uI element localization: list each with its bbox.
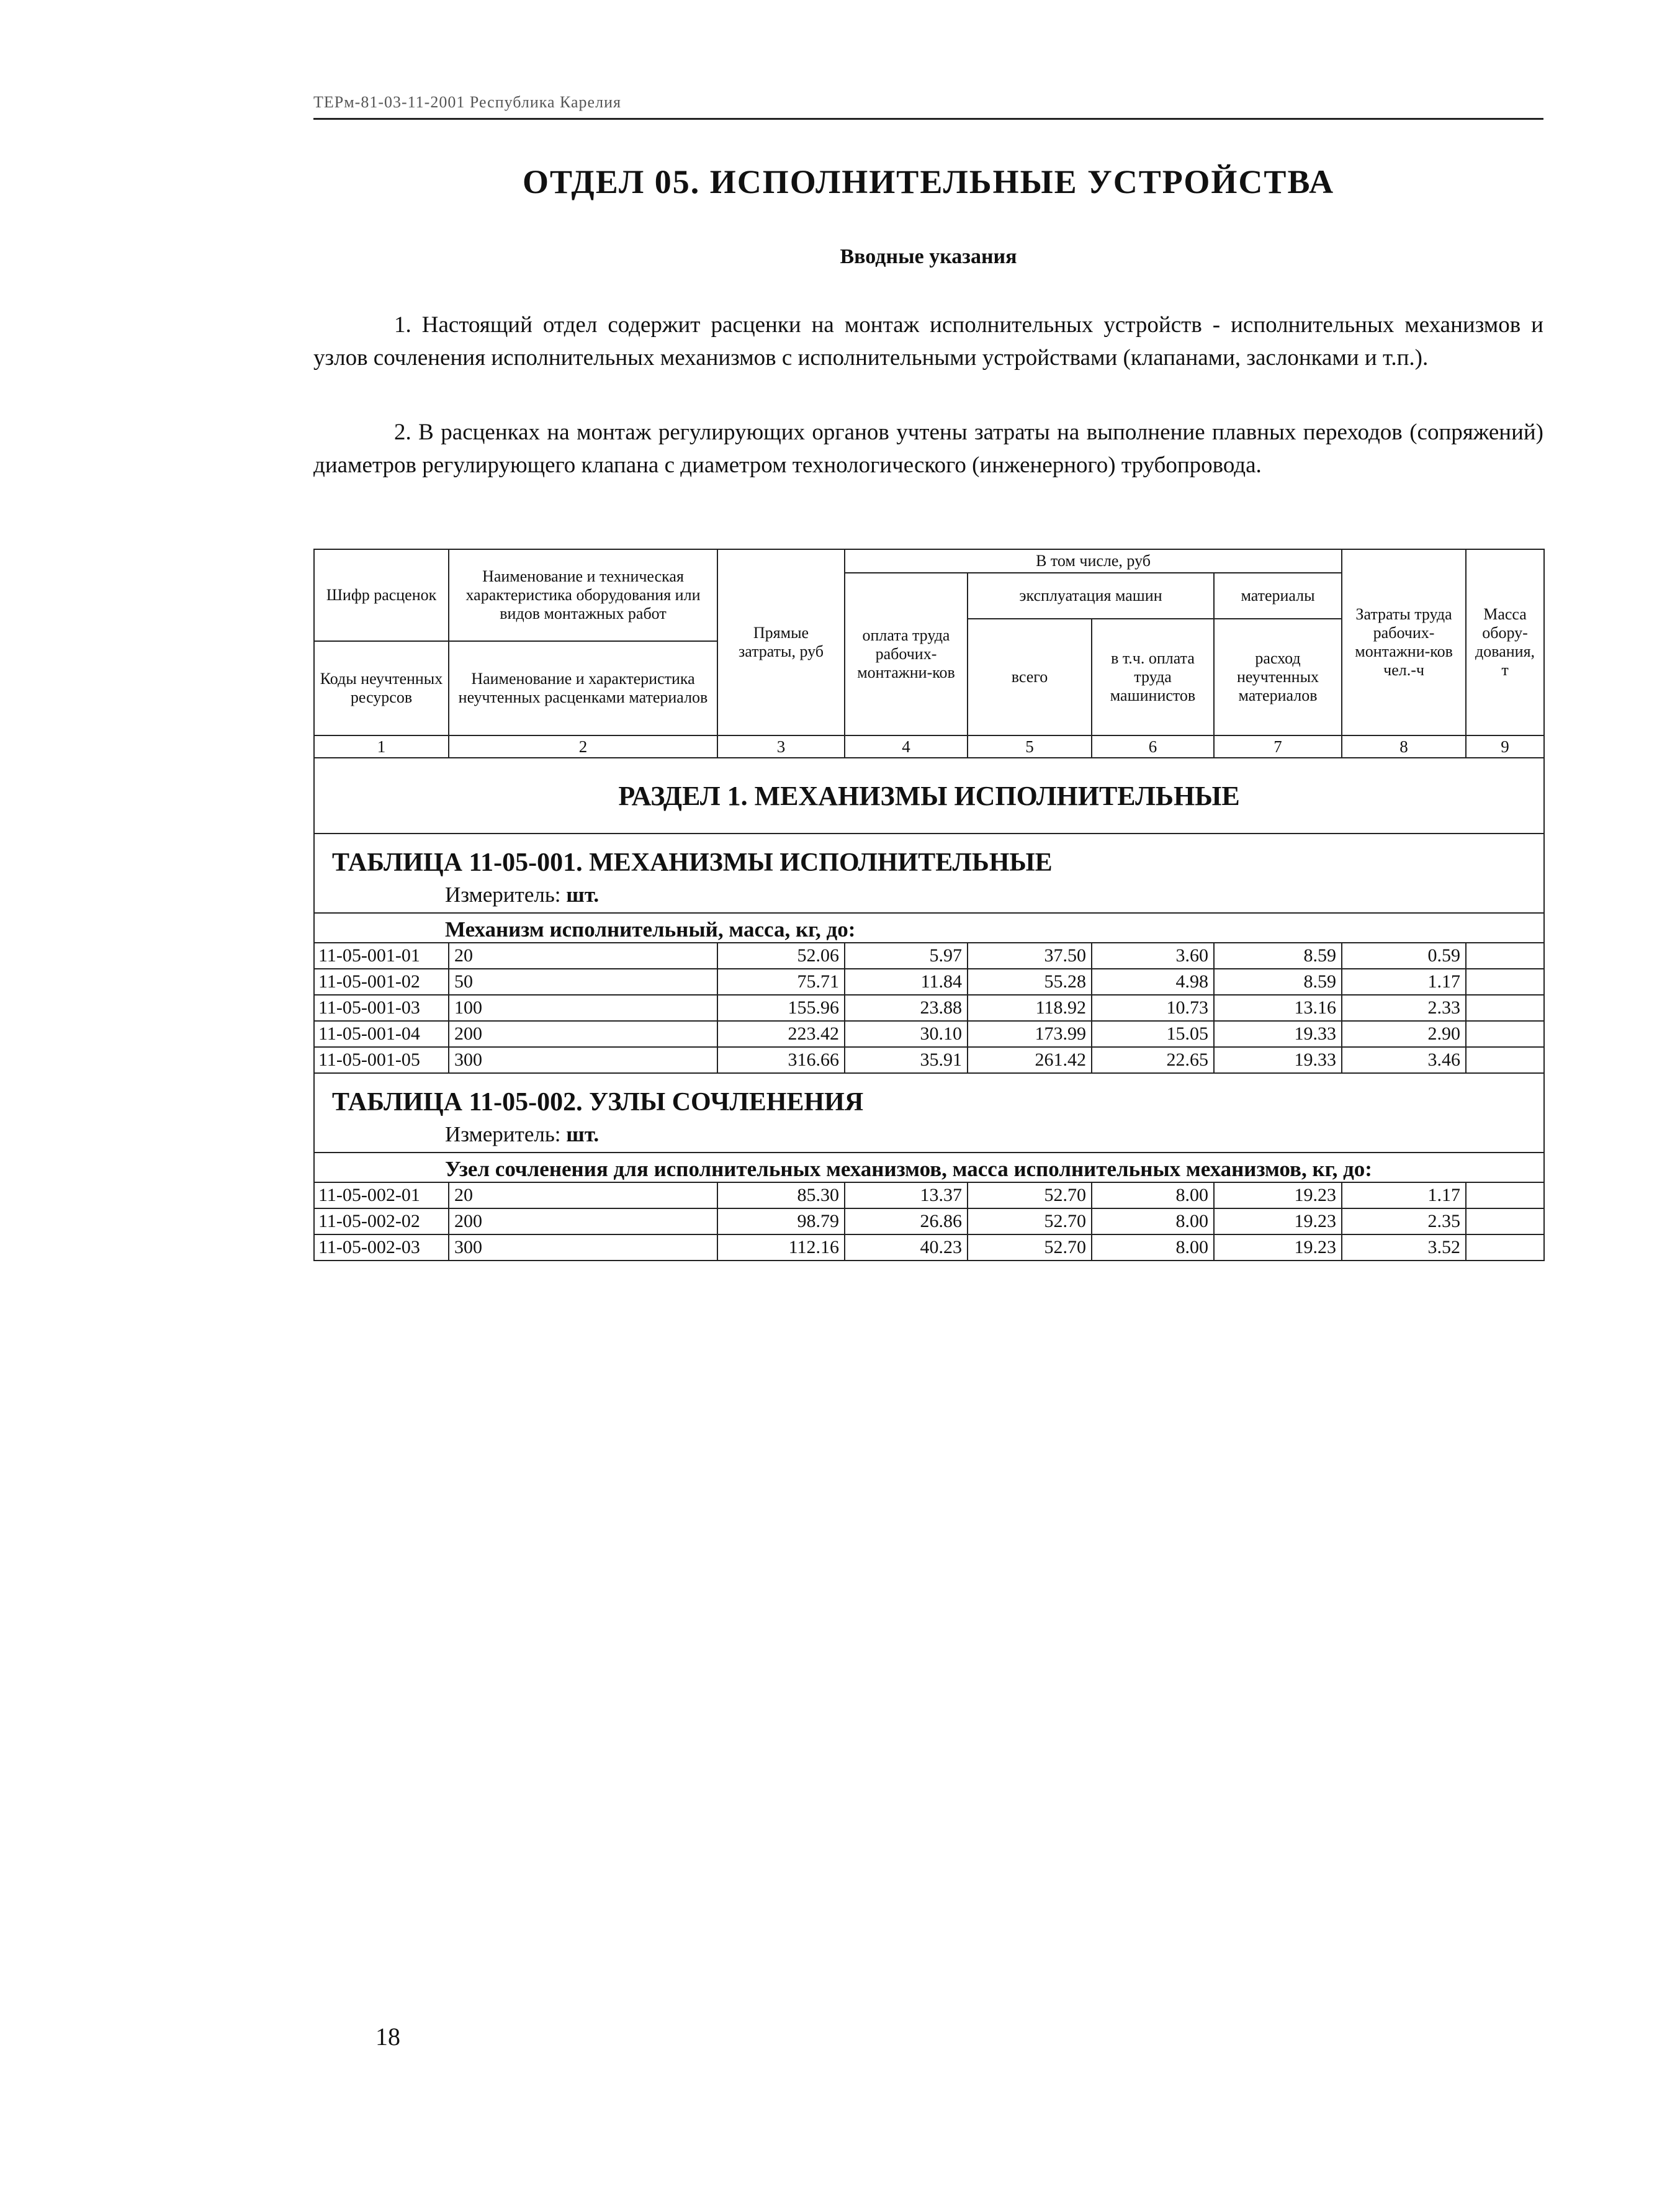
column-number: 9	[1466, 735, 1544, 758]
section-heading: РАЗДЕЛ 1. МЕХАНИЗМЫ ИСПОЛНИТЕЛЬНЫЕ	[314, 758, 1544, 834]
rate-name: 50	[449, 969, 717, 995]
page-number: 18	[375, 2023, 400, 2051]
direct-costs: 85.30	[717, 1182, 845, 1208]
header-direct-costs: Прямые затраты, руб	[717, 549, 845, 735]
machinist-wages: 8.00	[1092, 1234, 1214, 1261]
table-title-001: ТАБЛИЦА 11-05-001. МЕХАНИЗМЫ ИСПОЛНИТЕЛЬНЫЕ	[314, 834, 1544, 878]
labor-costs: 0.59	[1342, 943, 1466, 969]
header-equipment-mass: Масса обору-дования, т	[1466, 549, 1544, 735]
rate-code: 11-05-002-02	[314, 1208, 449, 1234]
labor-costs: 1.17	[1342, 969, 1466, 995]
labor-costs: 2.90	[1342, 1021, 1466, 1047]
wages: 5.97	[845, 943, 968, 969]
section-subtitle: Вводные указания	[840, 245, 1017, 268]
machines-total: 52.70	[968, 1234, 1092, 1261]
rate-code: 11-05-001-02	[314, 969, 449, 995]
equipment-mass	[1466, 943, 1544, 969]
column-number: 5	[968, 735, 1092, 758]
measure-unit: шт.	[566, 883, 600, 907]
group-heading-001: Механизм исполнительный, масса, кг, до:	[314, 913, 1544, 943]
equipment-mass	[1466, 995, 1544, 1021]
column-number: 6	[1092, 735, 1214, 758]
rate-name: 200	[449, 1208, 717, 1234]
column-number: 2	[449, 735, 717, 758]
labor-costs: 1.17	[1342, 1182, 1466, 1208]
labor-costs: 3.52	[1342, 1234, 1466, 1261]
rate-code: 11-05-001-05	[314, 1047, 449, 1073]
intro-paragraph-1: 1. Настоящий отдел содержит расценки на монтаж исполнительных устройств - исполнительных механизмов и узлов сочленения исполнительных механизмов с исполнительными устройствами (клапанами, заслонками и т.п.).	[313, 312, 1543, 371]
running-head: ТЕРм-81-03-11-2001 Республика Карелия	[313, 93, 621, 111]
rate-name: 300	[449, 1234, 717, 1261]
machinist-wages: 3.60	[1092, 943, 1214, 969]
price-table	[313, 549, 1545, 1261]
direct-costs: 112.16	[717, 1234, 845, 1261]
measure-unit: шт.	[566, 1122, 600, 1146]
group-heading-002: Узел сочленения для исполнительных механизмов, масса исполнительных механизмов, кг, до:	[314, 1153, 1544, 1182]
machinist-wages: 8.00	[1092, 1182, 1214, 1208]
header-rule	[313, 118, 1543, 120]
rate-code: 11-05-001-04	[314, 1021, 449, 1047]
measure-label: Измеритель:	[445, 1122, 561, 1146]
wages: 23.88	[845, 995, 968, 1021]
machines-total: 261.42	[968, 1047, 1092, 1073]
table-row	[314, 1182, 1544, 1208]
header-machinist-wages: в т.ч. оплата труда машинистов	[1092, 619, 1214, 735]
measure-label: Измеритель:	[445, 883, 561, 907]
column-number: 4	[845, 735, 968, 758]
materials: 19.23	[1214, 1182, 1342, 1208]
wages: 40.23	[845, 1234, 968, 1261]
rate-name: 20	[449, 1182, 717, 1208]
equipment-mass	[1466, 969, 1544, 995]
header-name: Наименование и техническая характеристика оборудования или видов монтажных работ	[449, 549, 717, 641]
table-title-002: ТАБЛИЦА 11-05-002. УЗЛЫ СОЧЛЕНЕНИЯ	[314, 1073, 1544, 1117]
header-material-names: Наименование и характеристика неучтенных расценками материалов	[449, 641, 717, 735]
rate-code: 11-05-001-01	[314, 943, 449, 969]
header-labor-costs: Затраты труда рабочих-монтажни-ков чел.-ч	[1342, 549, 1466, 735]
table-row	[314, 995, 1544, 1021]
header-resource-codes: Коды неучтенных ресурсов	[314, 641, 449, 735]
column-number: 1	[314, 735, 449, 758]
direct-costs: 155.96	[717, 995, 845, 1021]
column-numbers-row	[314, 735, 1544, 758]
table-row	[314, 1234, 1544, 1261]
page-title: ОТДЕЛ 05. ИСПОЛНИТЕЛЬНЫЕ УСТРОЙСТВА	[522, 163, 1335, 200]
machinist-wages: 4.98	[1092, 969, 1214, 995]
materials: 8.59	[1214, 943, 1342, 969]
materials: 19.33	[1214, 1021, 1342, 1047]
column-number: 7	[1214, 735, 1342, 758]
wages: 35.91	[845, 1047, 968, 1073]
equipment-mass	[1466, 1234, 1544, 1261]
measure-002	[314, 1117, 1544, 1153]
direct-costs: 223.42	[717, 1021, 845, 1047]
wages: 30.10	[845, 1021, 968, 1047]
header-code: Шифр расценок	[314, 549, 449, 641]
header-group-label: В том числе, руб	[845, 549, 1342, 573]
materials: 8.59	[1214, 969, 1342, 995]
materials: 19.23	[1214, 1208, 1342, 1234]
direct-costs: 316.66	[717, 1047, 845, 1073]
rate-name: 100	[449, 995, 717, 1021]
equipment-mass	[1466, 1208, 1544, 1234]
machines-total: 52.70	[968, 1182, 1092, 1208]
rate-code: 11-05-002-03	[314, 1234, 449, 1261]
labor-costs: 2.33	[1342, 995, 1466, 1021]
wages: 11.84	[845, 969, 968, 995]
machines-total: 55.28	[968, 969, 1092, 995]
header-wages: оплата труда рабочих-монтажни-ков	[845, 573, 968, 735]
labor-costs: 3.46	[1342, 1047, 1466, 1073]
equipment-mass	[1466, 1182, 1544, 1208]
machines-total: 118.92	[968, 995, 1092, 1021]
rate-name: 200	[449, 1021, 717, 1047]
table-row	[314, 1047, 1544, 1073]
labor-costs: 2.35	[1342, 1208, 1466, 1234]
direct-costs: 52.06	[717, 943, 845, 969]
rate-name: 300	[449, 1047, 717, 1073]
machinist-wages: 10.73	[1092, 995, 1214, 1021]
intro-paragraph-2: 2. В расценках на монтаж регулирующих органов учтены затраты на выполнение плавных переходов (сопряжений) диаметров регулирующего клапана с диаметром технологического (инженерного) трубопровода.	[313, 420, 1543, 478]
rate-code: 11-05-001-03	[314, 995, 449, 1021]
materials: 19.33	[1214, 1047, 1342, 1073]
direct-costs: 98.79	[717, 1208, 845, 1234]
header-machines: эксплуатация машин	[968, 573, 1214, 619]
table-row	[314, 969, 1544, 995]
table-row	[314, 1021, 1544, 1047]
equipment-mass	[1466, 1047, 1544, 1073]
materials: 13.16	[1214, 995, 1342, 1021]
column-number: 8	[1342, 735, 1466, 758]
machines-total: 37.50	[968, 943, 1092, 969]
rate-code: 11-05-002-01	[314, 1182, 449, 1208]
header-machines-total: всего	[968, 619, 1092, 735]
rate-name: 20	[449, 943, 717, 969]
materials: 19.23	[1214, 1234, 1342, 1261]
table-row	[314, 1208, 1544, 1234]
machines-total: 173.99	[968, 1021, 1092, 1047]
machines-total: 52.70	[968, 1208, 1092, 1234]
wages: 13.37	[845, 1182, 968, 1208]
wages: 26.86	[845, 1208, 968, 1234]
column-number: 3	[717, 735, 845, 758]
equipment-mass	[1466, 1021, 1544, 1047]
machinist-wages: 8.00	[1092, 1208, 1214, 1234]
table-row	[314, 943, 1544, 969]
header-unaccounted-materials: расход неучтенных материалов	[1214, 619, 1342, 735]
machinist-wages: 22.65	[1092, 1047, 1214, 1073]
direct-costs: 75.71	[717, 969, 845, 995]
header-materials: материалы	[1214, 573, 1342, 619]
measure-001	[314, 878, 1544, 913]
machinist-wages: 15.05	[1092, 1021, 1214, 1047]
